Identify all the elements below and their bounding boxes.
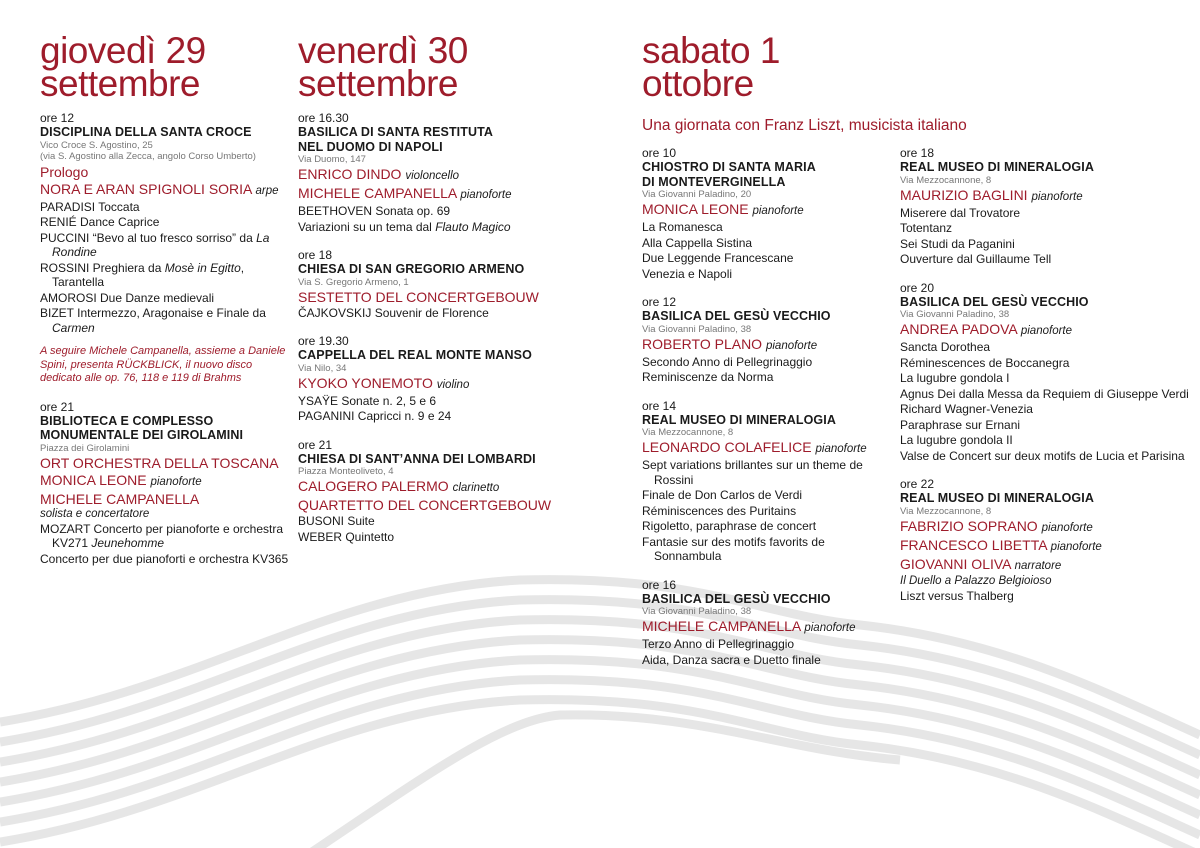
performer-name: CALOGERO PALERMO	[298, 478, 449, 494]
event-venue: MONUMENTALE DEI GIROLAMINI	[40, 428, 244, 442]
event-address: Via Duomo, 147	[298, 154, 366, 165]
performer	[900, 518, 1190, 536]
event-address-note: (via S. Agostino alla Zecca, angolo Corso Umberto)	[40, 150, 256, 162]
event-address: Via Mezzocannone, 8	[900, 174, 992, 186]
performer-role: pianoforte	[1050, 540, 1102, 553]
program-item: PARADISI Toccata	[40, 199, 140, 214]
performer-role: pianoforte	[1041, 521, 1093, 534]
program-item: La Romanesca	[642, 220, 723, 234]
day-column-saturday-left	[642, 146, 892, 667]
program-item: Totentanz	[900, 221, 953, 235]
event-venue: CHIOSTRO DI SANTA MARIA	[642, 160, 816, 174]
performer	[642, 439, 892, 457]
performer-role: violino	[436, 378, 470, 391]
event-address: Via Giovanni Paladino, 38	[642, 606, 752, 617]
performer-role: violoncello	[405, 170, 460, 182]
performer	[900, 321, 1190, 339]
program-item: ČAJKOVSKIJ Souvenir de Florence	[298, 305, 489, 320]
performer-name: MONICA LEONE	[642, 201, 749, 217]
performer	[298, 166, 598, 184]
performer-name: ENRICO DINDO	[298, 166, 402, 182]
prologo-label: Prologo	[40, 163, 89, 180]
program-item: Sei Studi da Paganini	[900, 236, 1015, 251]
program-item: Sancta Dorothea	[900, 340, 991, 354]
performer-name: MICHELE CAMPANELLA	[298, 185, 457, 201]
program-item: Secondo Anno di Pellegrinaggio	[642, 354, 813, 369]
program-item: Rigoletto, paraphrase de concert	[642, 519, 817, 533]
performer-name: GIOVANNI OLIVA	[900, 555, 1011, 572]
program-item: Venezia e Napoli	[642, 266, 733, 281]
event-venue: DISCIPLINA DELLA SANTA CROCE	[40, 125, 252, 139]
program-work: Carmen	[52, 320, 95, 335]
event-block	[298, 438, 598, 545]
program-item	[40, 231, 290, 260]
performer-name: MICHELE CAMPANELLA	[642, 618, 801, 634]
event-venue: BASILICA DEL GESÙ VECCHIO	[642, 591, 831, 606]
event-time: ore 19.30	[298, 334, 349, 348]
program-text: ROSSINI Preghiera da	[40, 260, 165, 275]
performer-role: pianoforte	[815, 443, 867, 455]
day-title-line2: settembre	[40, 63, 201, 104]
program-work: Mosè in Egitto	[164, 260, 241, 275]
event-time: ore 12	[40, 111, 75, 125]
event-venue: BASILICA DEL GESÙ VECCHIO	[642, 309, 831, 323]
performer	[900, 537, 1190, 555]
event-time: ore 12	[642, 295, 677, 309]
event-address: Via Mezzocannone, 8	[900, 505, 992, 517]
performer-name: KYOKO YONEMOTO	[298, 374, 433, 391]
program-item: Richard Wagner-Venezia	[900, 402, 1033, 416]
event-venue: BASILICA DEL GESÙ VECCHIO	[900, 294, 1089, 309]
program-text: , Tarantella	[52, 260, 245, 289]
day-title-line1: sabato 1	[642, 30, 780, 71]
event-block	[642, 146, 892, 281]
program-item: PAGANINI Capricci n. 9 e 24	[298, 409, 452, 423]
performer-role: narratore	[1014, 559, 1062, 572]
event-block	[900, 146, 1190, 267]
program-text: Variazioni su un tema dal	[298, 219, 436, 234]
program-item: Sept variations brillantes sur un theme de Rossini	[642, 458, 863, 487]
event-venue: REAL MUSEO DI MINERALOGIA	[900, 491, 1094, 505]
day-column-saturday-right	[900, 146, 1190, 603]
performer-role: clarinetto	[452, 482, 500, 494]
event-venue: BIBLIOTECA E COMPLESSO	[40, 413, 214, 428]
performer-name: MONICA LEONE	[40, 471, 147, 488]
event-address: Via Giovanni Paladino, 20	[642, 189, 752, 200]
performer	[642, 618, 892, 636]
event-address: Piazza dei Girolamini	[40, 442, 130, 454]
performer-role: arpe	[255, 184, 279, 197]
program-item: Finale de Don Carlos de Verdi	[642, 488, 803, 502]
program-item: Valse de Concert sur deux motifs de Lucia et Parisina	[900, 448, 1185, 463]
performer: QUARTETTO DEL CONCERTGEBOUW	[298, 497, 552, 513]
performer-name: LEONARDO COLAFELICE	[642, 439, 812, 455]
program-item: RENIÉ Dance Caprice	[40, 215, 160, 229]
performer-role: pianoforte	[1020, 325, 1073, 337]
event-block	[40, 111, 290, 386]
event-time: ore 22	[900, 477, 935, 491]
program-item: YSAŸE Sonate n. 2, 5 e 6	[298, 393, 437, 408]
performer	[298, 478, 598, 496]
event-block	[298, 248, 598, 320]
program-item	[40, 522, 290, 551]
event-time: ore 18	[298, 248, 333, 262]
performer	[642, 201, 892, 219]
performer	[40, 181, 290, 199]
program-item: Réminiscences des Puritains	[642, 503, 797, 518]
event-address: Via Giovanni Paladino, 38	[900, 309, 1010, 320]
event-time: ore 10	[642, 146, 677, 160]
performer-role: pianoforte	[752, 205, 804, 217]
event-block	[298, 111, 598, 234]
event-time: ore 18	[900, 146, 935, 160]
program-item: Terzo Anno di Pellegrinaggio	[642, 637, 795, 651]
program-work: Flauto Magico	[435, 219, 511, 234]
program-item: Alla Cappella Sistina	[642, 235, 753, 250]
event-block	[642, 399, 892, 564]
event-venue: CAPPELLA DEL REAL MONTE MANSO	[298, 348, 532, 362]
event-venue: BASILICA DI SANTA RESTITUTA	[298, 125, 494, 139]
event-venue: CHIESA DI SAN GREGORIO ARMENO	[298, 262, 525, 276]
program-item: BUSONI Suite	[298, 514, 375, 528]
performer: SESTETTO DEL CONCERTGEBOUW	[298, 288, 539, 305]
event-address: Piazza Monteoliveto, 4	[298, 466, 394, 477]
program-text: PUCCINI “Bevo al tuo fresco sorriso” da	[40, 230, 257, 245]
performer-role: pianoforte	[765, 339, 818, 352]
performer	[900, 187, 1190, 205]
performer-role: pianoforte	[804, 622, 856, 634]
performer	[40, 472, 290, 490]
program-work: La Rondine	[52, 230, 270, 259]
program-item	[298, 220, 598, 235]
program-item: Due Leggende Francescane	[642, 251, 794, 265]
performer-name: FABRIZIO SOPRANO	[900, 517, 1038, 534]
program-text: BIZET Intermezzo, Aragonaise e Finale da	[40, 306, 266, 320]
event-block	[40, 400, 290, 567]
event-address: Via Mezzocannone, 8	[642, 427, 734, 438]
performer	[642, 336, 892, 354]
event-time: ore 16.30	[298, 111, 349, 125]
event-venue: CHIESA DI SANT’ANNA DEI LOMBARDI	[298, 451, 536, 466]
program-item: Miserere dal Trovatore	[900, 205, 1021, 220]
event-block	[900, 281, 1190, 464]
program-item: Liszt versus Thalberg	[900, 588, 1014, 603]
performer-name: FRANCESCO LIBETTA	[900, 536, 1047, 553]
program-work: Il Duello a Palazzo Belgioioso	[900, 574, 1052, 587]
event-venue: NEL DUOMO DI NAPOLI	[298, 139, 443, 154]
event-block	[642, 295, 892, 385]
event-time: ore 21	[40, 399, 75, 414]
performer-role: solista e concertatore	[40, 507, 150, 520]
event-venue: REAL MUSEO DI MINERALOGIA	[642, 412, 836, 427]
performer	[900, 556, 1190, 574]
program-item: Réminescences de Boccanegra	[900, 355, 1070, 370]
program-item: Fantasie sur des motifs favorits de Sonnambula	[642, 534, 825, 563]
program-item: Ouverture dal Guillaume Tell	[900, 252, 1052, 266]
program-item: La lugubre gondola I	[900, 371, 1010, 385]
day-title	[298, 30, 598, 104]
program-item: Aida, Danza sacra e Duetto finale	[642, 652, 821, 667]
program-item: Concerto per due pianoforti e orchestra KV365	[40, 551, 289, 566]
program-item: WEBER Quintetto	[298, 529, 395, 544]
event-time: ore 20	[900, 280, 935, 295]
program-item: La lugubre gondola II	[900, 433, 1013, 447]
program-item: Agnus Dei dalla Messa da Requiem di Giuseppe Verdi	[900, 386, 1189, 401]
performer	[298, 185, 598, 203]
day-heading-saturday	[642, 0, 1162, 104]
day-column-friday	[298, 0, 598, 544]
program-item: Reminiscenze da Norma	[642, 370, 774, 384]
event-address: Via S. Gregorio Armeno, 1	[298, 276, 409, 288]
event-time: ore 16	[642, 577, 677, 592]
program-work: Jeunehomme	[91, 536, 165, 550]
event-block	[642, 578, 892, 668]
performer-name: MAURIZIO BAGLINI	[900, 186, 1028, 203]
event-time: ore 21	[298, 437, 333, 452]
performer: ORT ORCHESTRA DELLA TOSCANA	[40, 454, 279, 471]
day-title-line2: ottobre	[642, 63, 754, 104]
day-title	[642, 30, 1162, 104]
event-address: Vico Croce S. Agostino, 25	[40, 139, 153, 151]
day-title	[40, 30, 290, 104]
event-block	[900, 477, 1190, 603]
day-title-line1: venerdì 30	[298, 30, 468, 71]
performer-name: NORA E ARAN SPIGNOLI SORIA	[40, 180, 252, 197]
program-item	[40, 306, 290, 335]
performer-role: pianoforte	[150, 475, 202, 488]
performer-name: ROBERTO PLANO	[642, 335, 763, 352]
event-time: ore 14	[642, 398, 677, 413]
day-title-line2: settembre	[298, 63, 459, 104]
event-address: Via Nilo, 34	[298, 362, 347, 374]
day-title-line1: giovedì 29	[40, 30, 206, 71]
performer-role: pianoforte	[460, 189, 512, 201]
program-item	[40, 261, 290, 290]
performer-role: pianoforte	[1031, 190, 1083, 203]
day-subtitle: Una giornata con Franz Liszt, musicista italiano	[642, 117, 967, 134]
program-item: AMOROSI Due Danze medievali	[40, 290, 215, 305]
event-address: Via Giovanni Paladino, 38	[642, 323, 752, 335]
event-note: A seguire Michele Campanella, assieme a Daniele Spini, presenta RÜCKBLICK, il nuovo disco dedicato alle op. 76, 118 e 119 di Brahms	[40, 345, 286, 384]
program-item: BEETHOVEN Sonata op. 69	[298, 204, 451, 218]
event-venue: REAL MUSEO DI MINERALOGIA	[900, 160, 1094, 174]
performer	[298, 375, 598, 393]
event-block	[298, 334, 598, 424]
day-column-thursday	[40, 0, 290, 566]
program-text: MOZART Concerto per pianoforte e orchestra KV271	[40, 521, 283, 550]
performer: MICHELE CAMPANELLA	[40, 490, 200, 507]
event-venue: DI MONTEVERGINELLA	[642, 174, 786, 189]
program-item: Paraphrase sur Ernani	[900, 417, 1021, 432]
performer-name: ANDREA PADOVA	[900, 321, 1017, 337]
